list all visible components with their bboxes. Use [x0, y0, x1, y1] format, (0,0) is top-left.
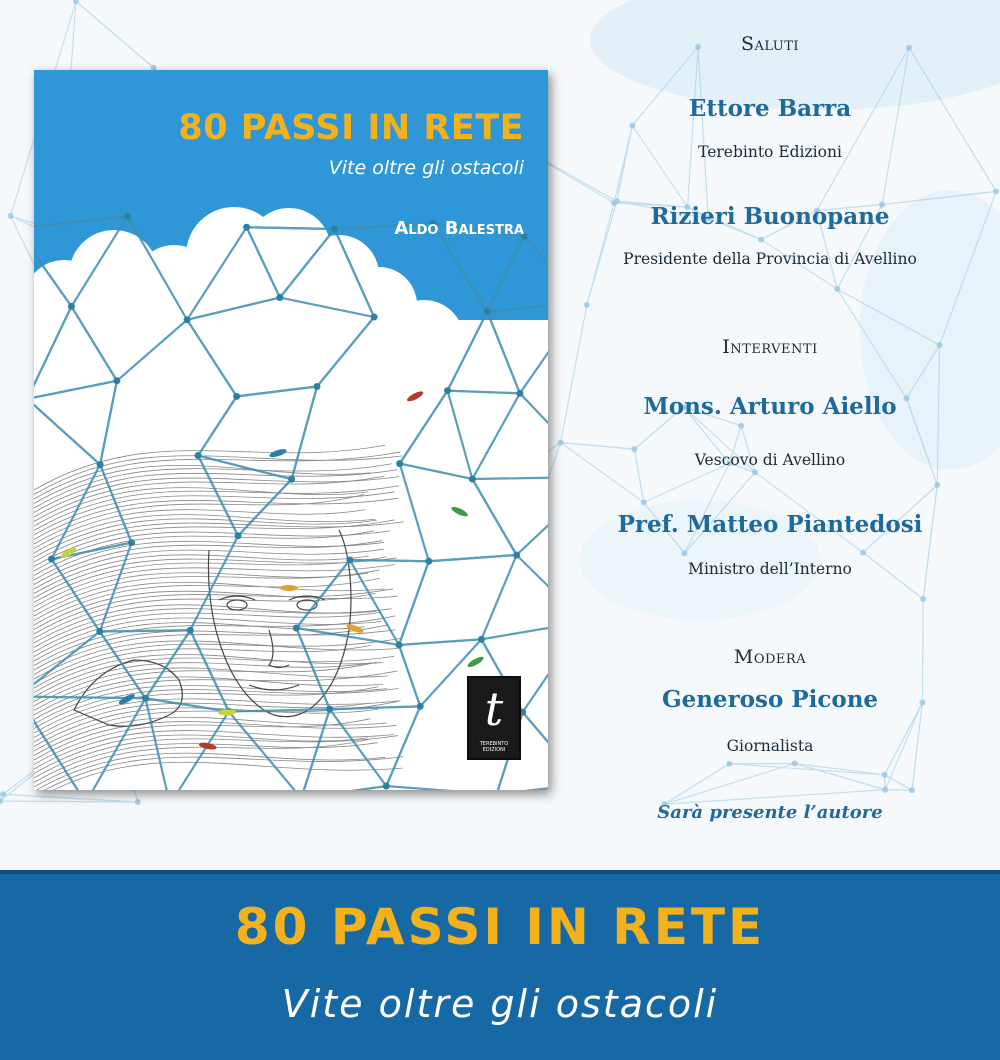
author-presence-note: Sarà presente l’autore: [657, 802, 883, 823]
speaker-role: Terebinto Edizioni: [698, 143, 842, 161]
event-program: [560, 0, 980, 870]
speaker-role: Giornalista: [726, 737, 814, 755]
speaker-name: Rizieri Buonopane: [650, 203, 890, 230]
section-heading-modera: Modera: [733, 646, 807, 668]
section-heading-interventi: Interventi: [722, 336, 818, 358]
cover-author: Aldo Balestra: [394, 218, 524, 239]
speaker-name: Ettore Barra: [688, 95, 852, 122]
footer-title: 80 PASSI IN RETE: [234, 898, 766, 956]
speaker-role: Vescovo di Avellino: [694, 451, 846, 469]
speaker-role: Presidente della Provincia di Avellino: [623, 250, 917, 268]
speaker-role: Ministro dell’Interno: [688, 560, 852, 578]
publisher-logo: [467, 676, 521, 760]
book-cover: [34, 70, 548, 790]
cover-subtitle: Vite oltre gli ostacoli: [328, 157, 524, 179]
publisher-logo-text: TEREBINTO EDIZIONI: [479, 741, 509, 753]
footer-banner: [0, 870, 1000, 1060]
speaker-name: Generoso Picone: [661, 686, 879, 713]
footer-subtitle: Vite oltre gli ostacoli: [281, 982, 719, 1026]
section-heading-saluti: Saluti: [740, 33, 800, 55]
publisher-logo-letter: t: [484, 682, 504, 736]
speaker-name: Mons. Arturo Aiello: [643, 393, 897, 420]
cover-title: 80 PASSI IN RETE: [178, 108, 524, 148]
speaker-name: Pref. Matteo Piantedosi: [617, 511, 923, 538]
